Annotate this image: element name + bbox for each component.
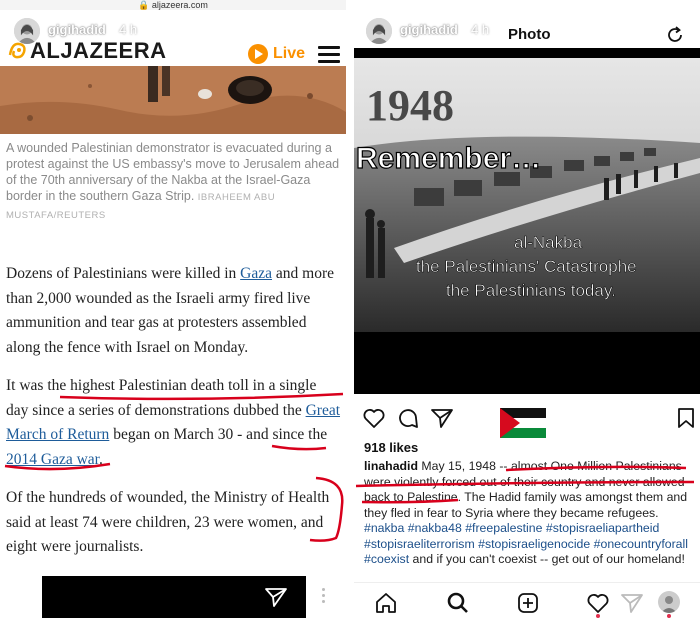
image-year-text: 1948 [366, 81, 454, 130]
avatar-image [366, 18, 392, 44]
p1-text-a: Dozens of Palestinians were killed in [6, 265, 241, 282]
panel-divider [346, 0, 354, 618]
palestine-flag-icon [498, 404, 548, 440]
story-username[interactable]: gigihadid [48, 22, 106, 37]
photo-caption [6, 140, 340, 224]
instagram-post-panel [354, 0, 700, 618]
likes-count[interactable]: 918 likes [364, 440, 419, 455]
post-header [354, 10, 700, 48]
page-title: Photo [508, 26, 551, 43]
bottom-navigation [354, 582, 700, 618]
image-line-1: al-Nakba [514, 233, 583, 252]
image-line-2: the Palestinians' Catastrophe [416, 257, 637, 276]
image-line-3: the Palestinians today. [446, 281, 616, 300]
more-options-icon[interactable] [322, 588, 326, 606]
photo-credit: IBRAHEEM ABU MUSTAFA/REUTERS [6, 192, 276, 221]
gaza-link[interactable]: Gaza [240, 265, 273, 282]
great-march-of-return-link[interactable]: Great March of Return [6, 401, 341, 443]
article-paragraph-2 [6, 374, 340, 472]
post-closing-text: and if you can't coexist -- get out of our homeland! [409, 552, 685, 566]
search-icon[interactable] [446, 591, 470, 615]
post-username[interactable]: linahadid [364, 459, 418, 473]
caption-text: A wounded Palestinian demonstrator is evacuated during a protest against the US embassy's move to Jerusalem ahead of the 70th anniversary of the Nakba at the Israel-Gaza border in the southern Gaza Strip. [6, 141, 340, 203]
profile-avatar-icon[interactable] [658, 591, 680, 613]
profile-notification-dot [667, 614, 671, 618]
new-post-icon[interactable] [516, 591, 540, 615]
image-remember-text: Remember… [356, 142, 542, 175]
home-icon[interactable] [374, 591, 398, 615]
post-hashtags[interactable]: #nakba #nakba48 #freepalestine #stopisraeliapartheid #stopisraeliterrorism #stopisraeligenocide #onecountryforall #coexist [364, 521, 688, 566]
like-heart-icon[interactable] [362, 406, 386, 430]
p2-text-a: It was the highest Palestinian death toll in a single day since a series of demonstrations dubbed the [6, 377, 317, 419]
hamburger-menu-icon[interactable] [318, 46, 340, 64]
share-send-icon[interactable] [430, 406, 454, 430]
article-paragraph-3: Of the hundreds of wounded, the Ministry of Health said at least 74 were children, 23 were women, and eight were journalists. [6, 489, 330, 555]
activity-heart-icon[interactable] [586, 591, 610, 615]
article-paragraph-1 [6, 262, 340, 360]
gaza-war-2014-link[interactable]: 2014 Gaza war [6, 450, 99, 468]
post-caption [364, 459, 694, 568]
aljazeera-article-panel [0, 0, 346, 618]
story-username[interactable]: gigihadid [400, 22, 458, 37]
post-date-text: May 15, 1948 -- [421, 459, 511, 473]
post-body-text: . The Hadid family was amongst them and they fled in fear to Syria where they became refugees. [364, 490, 688, 520]
notification-dot [596, 614, 600, 618]
send-icon[interactable] [264, 586, 288, 608]
story-time: 4 h [119, 22, 138, 37]
p2-text-b: began on March 30 - and since the [109, 426, 328, 443]
p1-text-b: and more than 2,000 wounded as the Israeli army fired live ammunition and tear gas at protesters assembled along the fence with Israel on Monday. [6, 265, 334, 356]
post-image[interactable] [354, 48, 700, 394]
comment-icon[interactable] [396, 406, 420, 430]
aljazeera-logo[interactable] [6, 38, 167, 64]
p2-text-c: . [98, 450, 103, 468]
story-time: 4 h [471, 22, 490, 37]
refresh-icon[interactable] [666, 26, 684, 44]
aljazeera-emblem-icon [6, 39, 30, 63]
play-icon [248, 44, 268, 64]
direct-send-icon[interactable] [620, 591, 644, 615]
browser-url-bar: 🔒 aljazeera.com [0, 0, 346, 10]
site-header [0, 10, 346, 66]
live-label: Live [273, 45, 306, 62]
post-action-row [354, 404, 700, 434]
story-avatar[interactable] [364, 16, 394, 46]
status-bar [354, 0, 700, 10]
brand-name: ALJAZEERA [30, 38, 167, 63]
save-bookmark-icon[interactable] [674, 406, 698, 430]
post-highlight-text: almost One Million Palestinians were violently forced out of their country and never allowed back to Palestine [364, 459, 685, 504]
article-photo [0, 66, 346, 134]
live-button[interactable] [248, 44, 305, 64]
